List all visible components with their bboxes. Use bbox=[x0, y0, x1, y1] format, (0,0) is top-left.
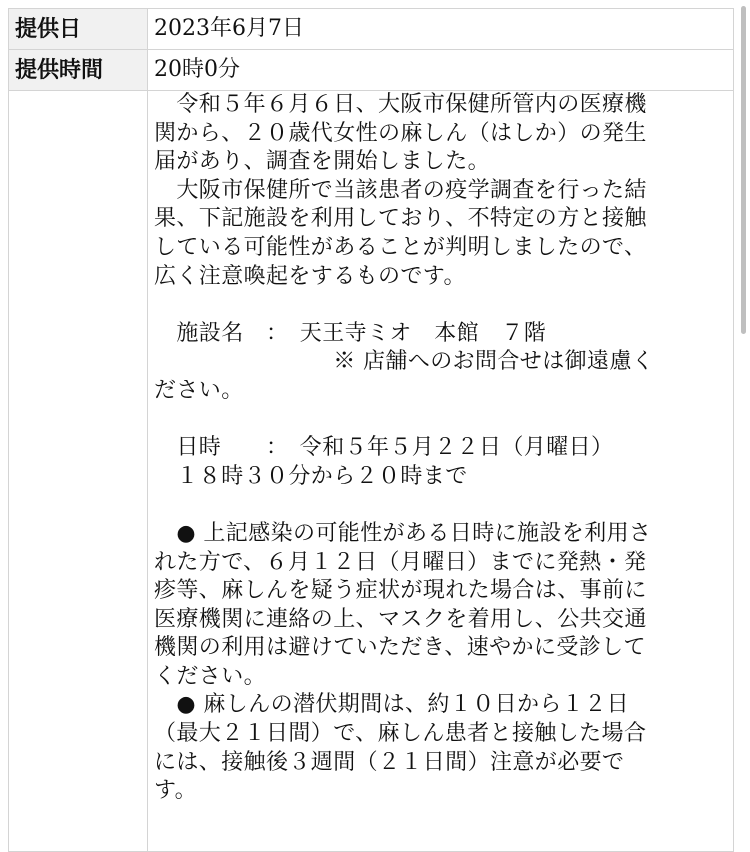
body-line: す。 bbox=[154, 778, 198, 804]
body-line bbox=[154, 491, 733, 520]
body-line: 関から、２０歳代女性の麻しん（はしか）の発生 bbox=[154, 120, 647, 146]
body-line: （最大２１日間）で、麻しん患者と接触した場合 bbox=[154, 721, 647, 747]
body-line: している可能性があることが判明しましたので、 bbox=[154, 234, 647, 260]
body-line: には、接触後３週間（２１日間）注意が必要で bbox=[154, 749, 625, 775]
content-body-cell bbox=[148, 91, 734, 852]
scrollbar[interactable] bbox=[741, 6, 746, 334]
body-line: 施設名 ： 天王寺ミオ 本館 ７階 bbox=[154, 320, 547, 346]
label-provide-date: 提供日 bbox=[9, 9, 148, 50]
body-line: 広く注意喚起をするものです。 bbox=[154, 263, 466, 289]
table-row-time bbox=[9, 50, 734, 91]
body-line: ● 上記感染の可能性がある日時に施設を利用さ bbox=[154, 520, 652, 546]
info-table bbox=[8, 8, 734, 852]
content-label-cell bbox=[9, 91, 148, 852]
body-line: 届があり、調査を開始しました。 bbox=[154, 149, 491, 175]
table-row-content bbox=[9, 91, 734, 852]
label-provide-time: 提供時間 bbox=[9, 50, 148, 91]
body-line: れた方で、６月１２日（月曜日）までに発熱・発 bbox=[154, 549, 647, 575]
body-line: 令和５年６月６日、大阪市保健所管内の医療機 bbox=[154, 92, 647, 117]
body-line: ● 麻しんの潜伏期間は、約１０日から１２日 bbox=[154, 692, 629, 718]
value-provide-time: 20時0分 bbox=[148, 50, 734, 91]
body-line: 大阪市保健所で当該患者の疫学調査を行った結 bbox=[154, 177, 647, 203]
announcement-text bbox=[154, 91, 733, 806]
body-line: １８時３０分から２０時まで bbox=[154, 463, 468, 489]
body-line bbox=[154, 406, 733, 435]
body-line: 機関の利用は避けていただき、速やかに受診して bbox=[154, 635, 646, 661]
body-line bbox=[154, 291, 733, 320]
body-line: ください。 bbox=[154, 663, 267, 689]
value-provide-date: 2023年6月7日 bbox=[148, 9, 734, 50]
body-line: 疹等、麻しんを疑う症状が現れた場合は、事前に bbox=[154, 578, 647, 604]
body-line: 日時 ： 令和５年５月２２日（月曜日） bbox=[154, 435, 614, 461]
body-line: 果、下記施設を利用しており、不特定の方と接触 bbox=[154, 206, 647, 232]
body-line: 医療機関に連絡の上、マスクを着用し、公共交通 bbox=[154, 606, 647, 632]
body-line: ※ 店舗へのお問合せは御遠慮く bbox=[154, 349, 655, 375]
table-row-date bbox=[9, 9, 734, 50]
body-line: ださい。 bbox=[154, 377, 244, 403]
